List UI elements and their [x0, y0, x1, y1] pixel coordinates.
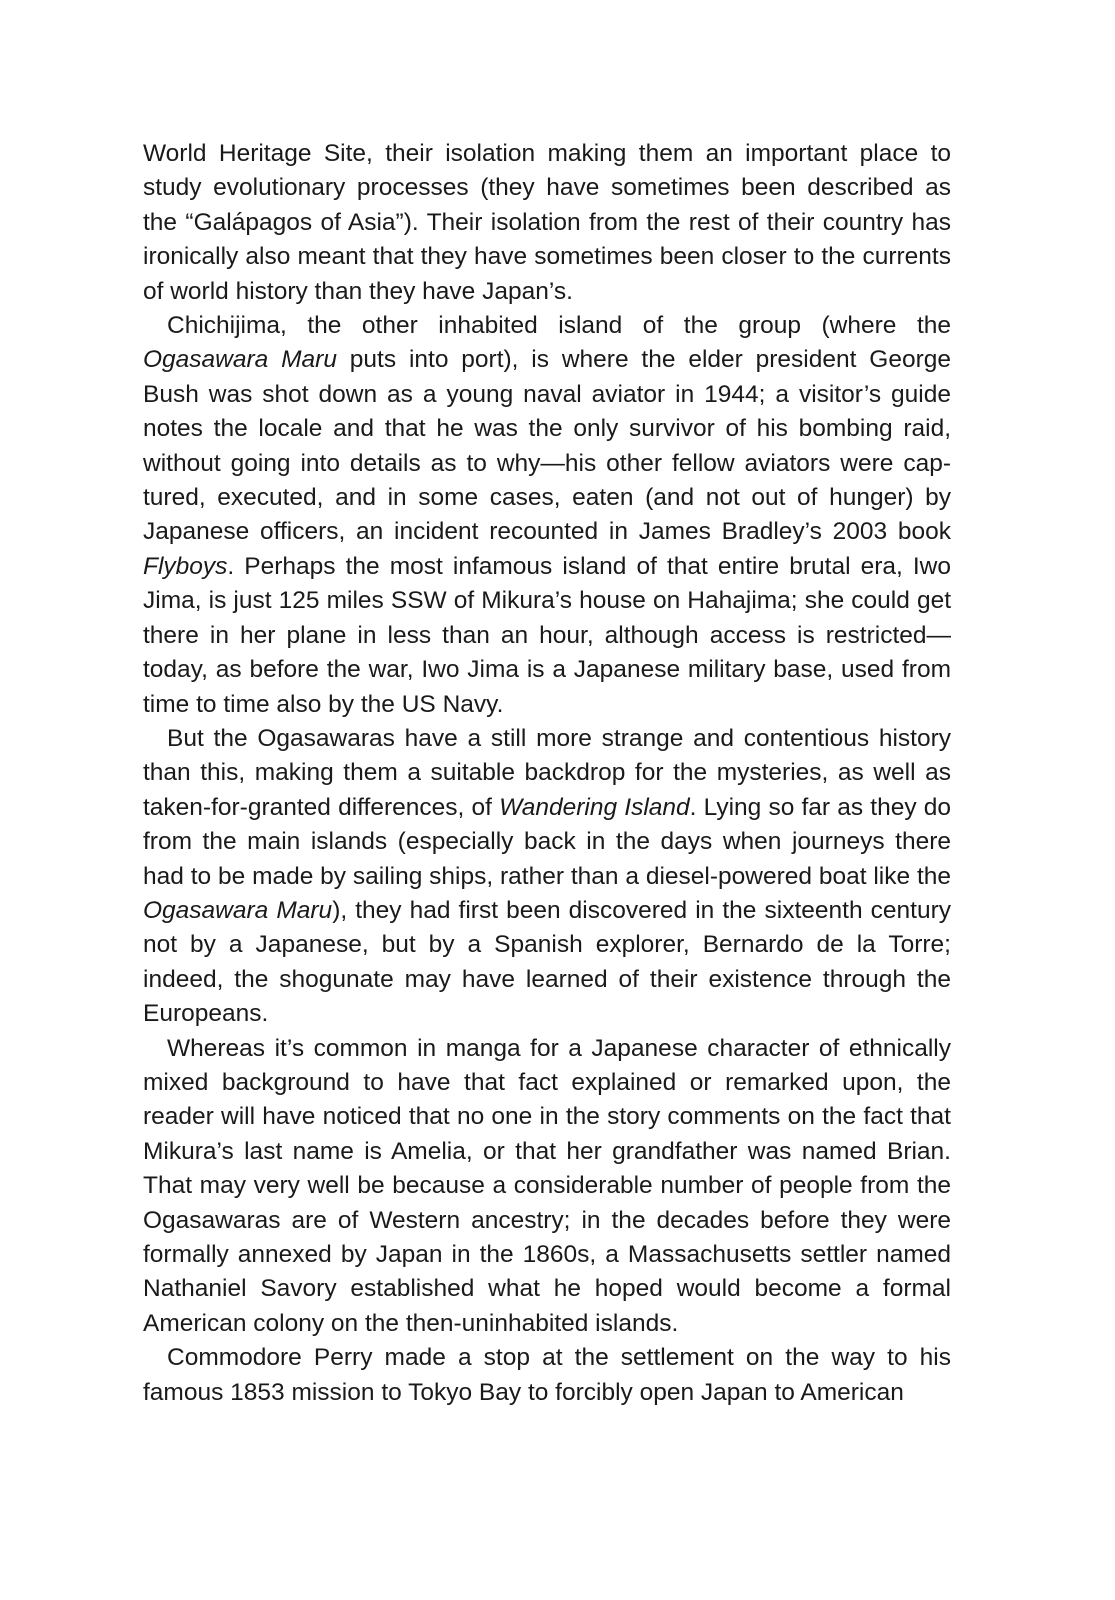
text-run: ), they had first been discovered in the sixteenth century not by a Japanese, but by a Spanish explorer, Bernardo de la Torre; indeed, the shogunate may have learned of their existence through the Europeans. — [143, 896, 951, 1028]
italic-title: Ogasawara Maru — [143, 346, 337, 374]
paragraph — [143, 1032, 951, 1342]
italic-title: Flyboys — [143, 552, 228, 580]
paragraph — [143, 722, 951, 1032]
text-run: . Perhaps the most infamous island of that entire brutal era, Iwo Jima, is just 125 miles SSW of Mikura’s house on Hahajima; she could get there in her plane in less than an hour, although access is restricted—today, as before the war, Iwo Jima is a Japanese military base, used from time to time also by the US Navy. — [143, 552, 951, 718]
text-run: Whereas it’s common in manga for a Japanese character of ethnically mixed background to have that fact explained or remarked upon, the reader will have noticed that no one in the story comments on the fact that Mikura’s last name is Amelia, or that her grandfather was named Brian. That may very well be because a considerable number of people from the Ogasawaras are of Western ancestry; in the decades before they were formally annexed by Japan in the 1860s, a Massachusetts settler named Nathaniel Savory established what he hoped would become a formal American colony on the then-uninhabited islands. — [143, 1034, 951, 1337]
text-run: Chichijima, the other inhabited island of the group (where the — [167, 312, 951, 340]
text-run: puts into port), is where the elder president George Bush was shot down as a young naval aviator in 1944; a visitor’s guide notes the locale and that he was the only survivor of his bombing raid, without going into details as to why—his other fellow aviators were captured, executed, and in some cases, eaten (and not out of hunger) by Japanese officers, an incident recounted in James Bradley’s 2003 book — [143, 346, 951, 546]
italic-title: Wandering Island — [499, 793, 690, 821]
text-run: Commodore Perry made a stop at the settlement on the way to his famous 1853 mission to Tokyo Bay to forcibly open Japan to American — [143, 1344, 951, 1406]
italic-title: Ogasawara Maru — [143, 896, 333, 924]
text-run: But the Ogasawaras have a still more strange and contentious history than this, making them a suitable backdrop for the mysteries, as well as taken-for-granted differences, of — [143, 724, 951, 821]
paragraph — [143, 1341, 951, 1410]
text-run: . Lying so far as they do from the main islands (especially back in the days when journeys there had to be made by sailing ships, rather than a diesel-powered boat like the — [143, 793, 951, 890]
paragraph — [143, 137, 951, 309]
paragraph — [143, 309, 951, 722]
body-text — [143, 137, 951, 1410]
text-run: World Heritage Site, their isolation making them an important place to study evolutionary processes (they have sometimes been described as the “Galápagos of Asia”). Their isolation from the rest of their country has ironically also meant that they have sometimes been closer to the currents of world history than they have Japan’s. — [143, 140, 951, 305]
